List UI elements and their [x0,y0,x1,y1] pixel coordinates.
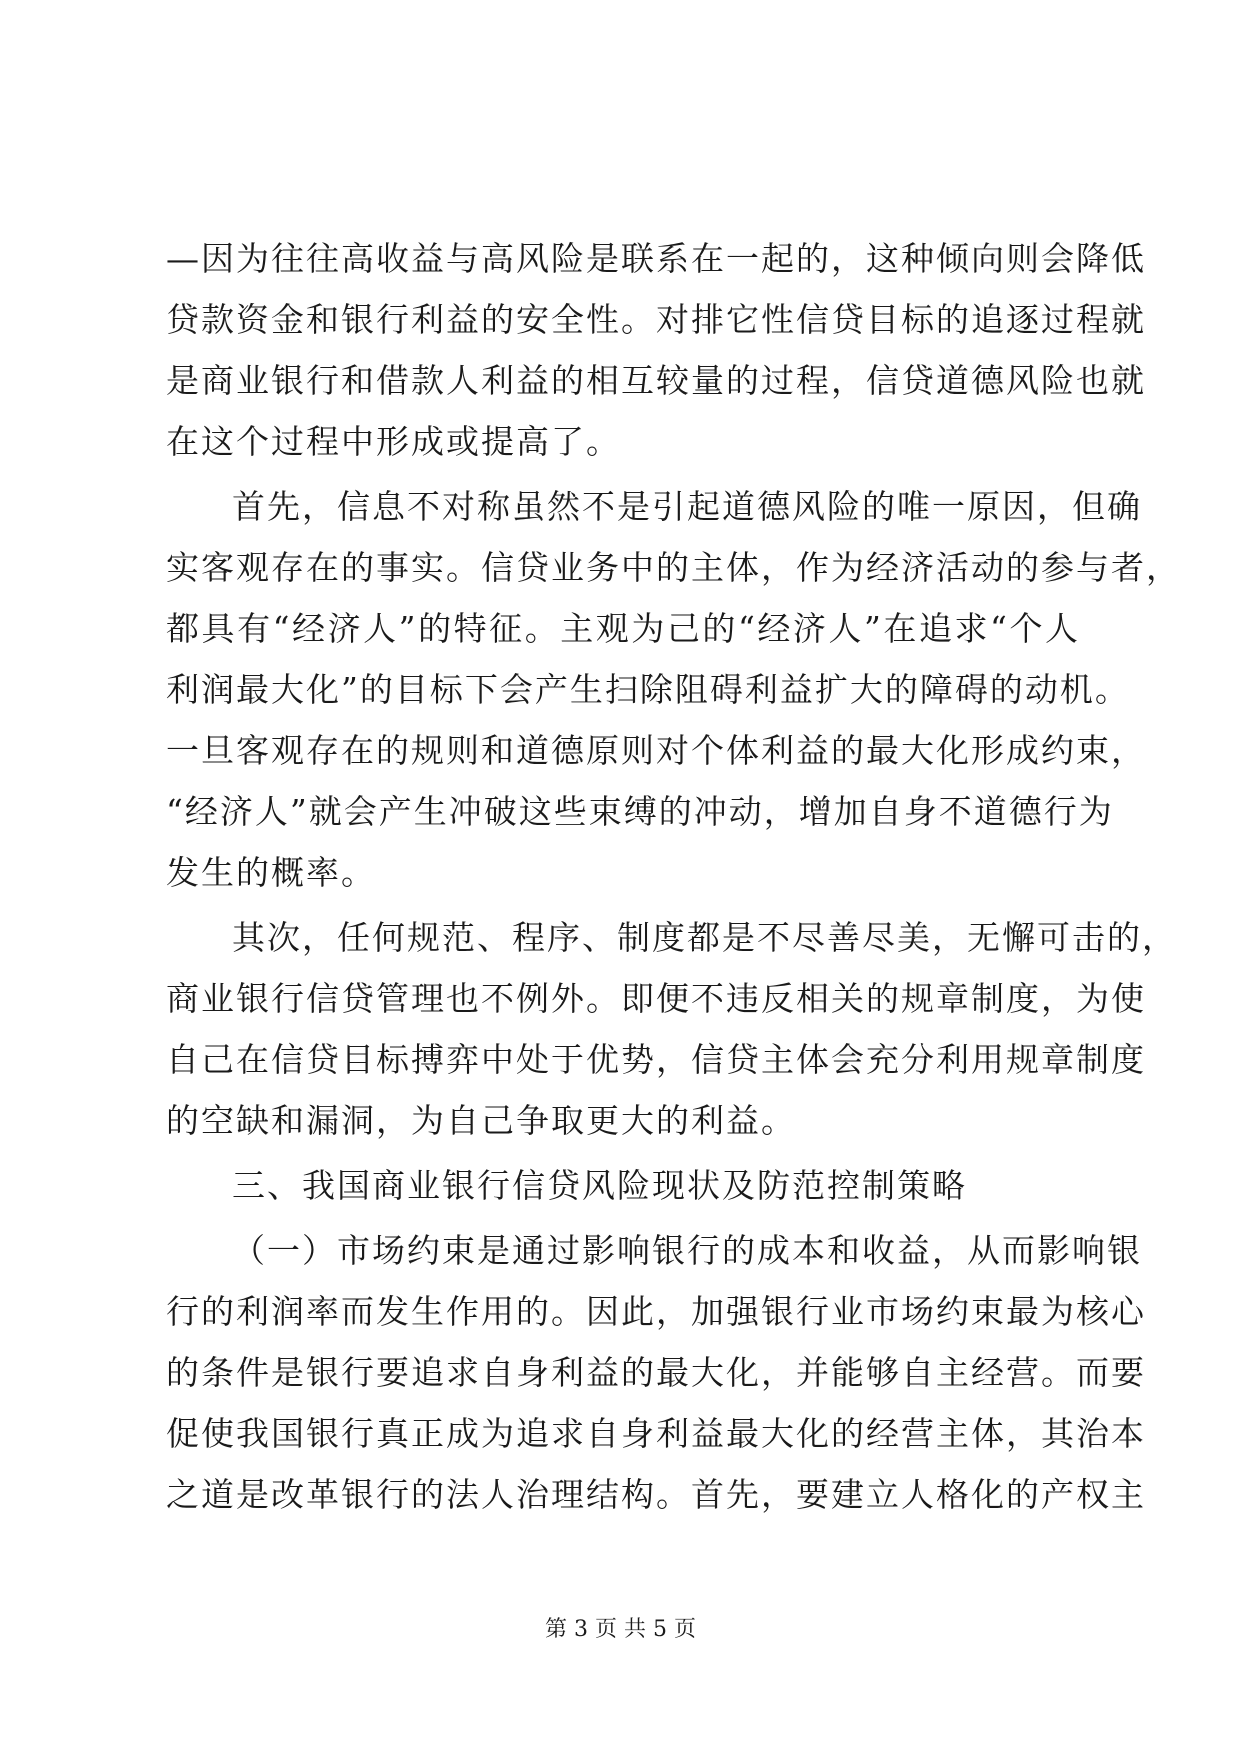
body-text [166,228,1181,1525]
paragraph [166,476,1181,903]
text-line: 行的利润率而发生作用的。因此，加强银行业市场约束最为核心 [166,1292,1146,1331]
text-line: 首先，信息不对称虽然不是引起道德风险的唯一原因，但确 [232,487,1142,526]
text-line: 是商业银行和借款人利益的相互较量的过程，信贷道德风险也就 [166,361,1146,400]
paragraph [166,228,1146,472]
page-number-footer: 第 3 页 共 5 页 [545,1617,696,1642]
section-heading [166,1155,1080,1216]
text-line: 商业银行信贷管理也不例外。即便不违反相关的规章制度，为使 [166,979,1146,1018]
text-line: 贷款资金和银行利益的安全性。对排它性信贷目标的追逐过程就 [166,300,1146,339]
text-line: —因为往往高收益与高风险是联系在一起的，这种倾向则会降低 [166,239,1146,278]
text-line: 利润最大化”的目标下会产生扫除阻碍利益扩大的障碍的动机。 [166,670,1130,709]
text-line: 三、我国商业银行信贷风险现状及防范控制策略 [232,1166,967,1205]
paragraph [166,907,1177,1151]
text-line: 自己在信贷目标搏弈中处于优势，信贷主体会充分利用规章制度 [166,1040,1146,1079]
text-line: 的条件是银行要追求自身利益的最大化，并能够自主经营。而要 [166,1353,1146,1392]
text-line: 实客观存在的事实。信贷业务中的主体，作为经济活动的参与者， [166,548,1181,587]
paragraph [166,1220,1146,1525]
text-line: （一）市场约束是通过影响银行的成本和收益，从而影响银 [232,1231,1142,1270]
text-line: 其次，任何规范、程序、制度都是不尽善尽美，无懈可击的， [232,918,1177,957]
text-line: 之道是改革银行的法人治理结构。首先，要建立人格化的产权主 [166,1475,1146,1514]
text-line: 在这个过程中形成或提高了。 [166,422,621,461]
text-line: “经济人”就会产生冲破这些束缚的冲动，增加自身不道德行为 [166,792,1114,831]
text-line: 的空缺和漏洞，为自己争取更大的利益。 [166,1101,796,1140]
text-line: 发生的概率。 [166,853,376,892]
text-line: 一旦客观存在的规则和道德原则对个体利益的最大化形成约束， [166,731,1146,770]
text-line: 促使我国银行真正成为追求自身利益最大化的经营主体，其治本 [166,1414,1146,1453]
text-line: 都具有“经济人”的特征。主观为己的“经济人”在追求“个人 [166,609,1080,648]
